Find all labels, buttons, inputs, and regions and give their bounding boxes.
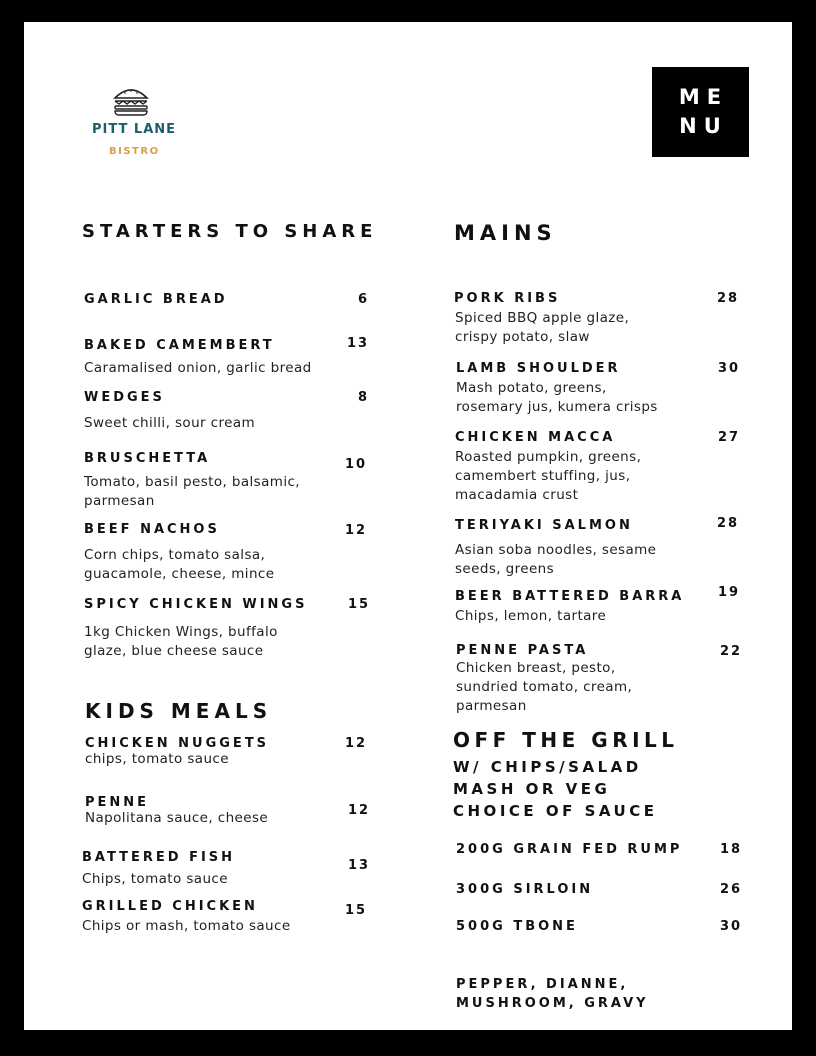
menu-item-desc: Sweet chilli, sour cream bbox=[84, 415, 256, 431]
grill-subtitle bbox=[453, 756, 657, 822]
menu-item-price: 26 bbox=[720, 882, 743, 897]
menu-item-name: PENNE bbox=[85, 795, 150, 810]
menu-item-name: BAKED CAMEMBERT bbox=[84, 338, 275, 353]
menu-item-desc: Mash potato, greens, rosemary jus, kumera crisps bbox=[456, 380, 658, 415]
menu-item-desc: Chips or mash, tomato sauce bbox=[82, 918, 291, 934]
sauce-line: PEPPER, DIANNE, bbox=[456, 977, 629, 992]
menu-item-name: GRILLED CHICKEN bbox=[82, 899, 258, 914]
menu-item-price: 6 bbox=[358, 292, 370, 307]
menu-item-name: BATTERED FISH bbox=[82, 850, 236, 865]
menu-item-name: CHICKEN MACCA bbox=[455, 430, 616, 445]
starters-title: STARTERS TO SHARE bbox=[82, 221, 378, 242]
menu-item-name: BEEF NACHOS bbox=[84, 522, 220, 537]
menu-item-name: 300G SIRLOIN bbox=[456, 882, 594, 897]
menu-item-name: LAMB SHOULDER bbox=[456, 361, 621, 376]
menu-item-price: 28 bbox=[717, 516, 740, 531]
menu-page bbox=[24, 22, 792, 1030]
menu-item-desc: Tomato, basil pesto, balsamic, parmesan bbox=[84, 474, 300, 509]
menu-item-desc: Asian soba noodles, sesame seeds, greens bbox=[455, 542, 657, 577]
brand-subtitle: BISTRO bbox=[109, 146, 160, 157]
menu-item-desc: Chips, tomato sauce bbox=[82, 871, 228, 887]
menu-item-price: 12 bbox=[348, 803, 371, 818]
burger-icon bbox=[112, 86, 150, 116]
menu-item-name: GARLIC BREAD bbox=[84, 292, 228, 307]
menu-item-price: 10 bbox=[345, 457, 368, 472]
grill-subtitle-line: MASH OR VEG bbox=[453, 780, 611, 798]
menu-item-name: PENNE PASTA bbox=[456, 643, 589, 658]
menu-label-box bbox=[652, 67, 749, 157]
menu-item-price: 27 bbox=[718, 430, 741, 445]
menu-item-name: WEDGES bbox=[84, 390, 165, 405]
menu-item-desc: Roasted pumpkin, greens, camembert stuffing, jus, macadamia crust bbox=[455, 449, 642, 503]
menu-item-name: BEER BATTERED BARRA bbox=[455, 589, 685, 604]
menu-item-name: BRUSCHETTA bbox=[84, 451, 211, 466]
menu-item-price: 15 bbox=[345, 903, 368, 918]
menu-item-desc: Corn chips, tomato salsa, guacamole, cheese, mince bbox=[84, 547, 275, 582]
menu-item-desc: chips, tomato sauce bbox=[85, 751, 229, 767]
menu-item-name: TERIYAKI SALMON bbox=[455, 518, 633, 533]
kids-title: KIDS MEALS bbox=[85, 699, 273, 723]
menu-item-desc: Chicken breast, pesto, sundried tomato, cream, parmesan bbox=[456, 660, 633, 714]
menu-item-price: 19 bbox=[718, 585, 741, 600]
menu-item-price: 28 bbox=[717, 291, 740, 306]
menu-item-price: 13 bbox=[347, 336, 370, 351]
grill-subtitle-line: W/ CHIPS/SALAD bbox=[453, 758, 642, 776]
menu-item-price: 18 bbox=[720, 842, 743, 857]
menu-item-desc: Chips, lemon, tartare bbox=[455, 608, 607, 624]
menu-item-price: 8 bbox=[358, 390, 370, 405]
grill-title: OFF THE GRILL bbox=[453, 728, 679, 752]
menu-label-line1: ME bbox=[678, 85, 729, 109]
menu-item-price: 30 bbox=[720, 919, 743, 934]
mains-title: MAINS bbox=[454, 221, 557, 245]
menu-item-name: CHICKEN NUGGETS bbox=[85, 736, 270, 751]
menu-item-price: 15 bbox=[348, 597, 371, 612]
menu-item-desc: 1kg Chicken Wings, buffalo glaze, blue cheese sauce bbox=[84, 624, 278, 659]
menu-item-name: 200G GRAIN FED RUMP bbox=[456, 842, 683, 857]
grill-subtitle-line: CHOICE OF SAUCE bbox=[453, 802, 658, 820]
menu-label-line2: NU bbox=[679, 114, 728, 138]
menu-item-name: SPICY CHICKEN WINGS bbox=[84, 597, 308, 612]
menu-item-price: 12 bbox=[345, 736, 368, 751]
menu-item-desc: Napolitana sauce, cheese bbox=[85, 810, 269, 826]
menu-item-name: PORK RIBS bbox=[454, 291, 561, 306]
sauce-line: MUSHROOM, GRAVY bbox=[456, 996, 649, 1011]
menu-item-price: 22 bbox=[720, 644, 743, 659]
menu-item-desc: Spiced BBQ apple glaze, crispy potato, slaw bbox=[455, 310, 630, 345]
menu-item-desc: Caramalised onion, garlic bread bbox=[84, 360, 312, 376]
menu-item-price: 13 bbox=[348, 858, 371, 873]
menu-item-price: 30 bbox=[718, 361, 741, 376]
menu-item-price: 12 bbox=[345, 523, 368, 538]
menu-item-name: 500G TBONE bbox=[456, 919, 578, 934]
brand-name: PITT LANE bbox=[92, 122, 177, 137]
sauce-options bbox=[456, 975, 649, 1013]
